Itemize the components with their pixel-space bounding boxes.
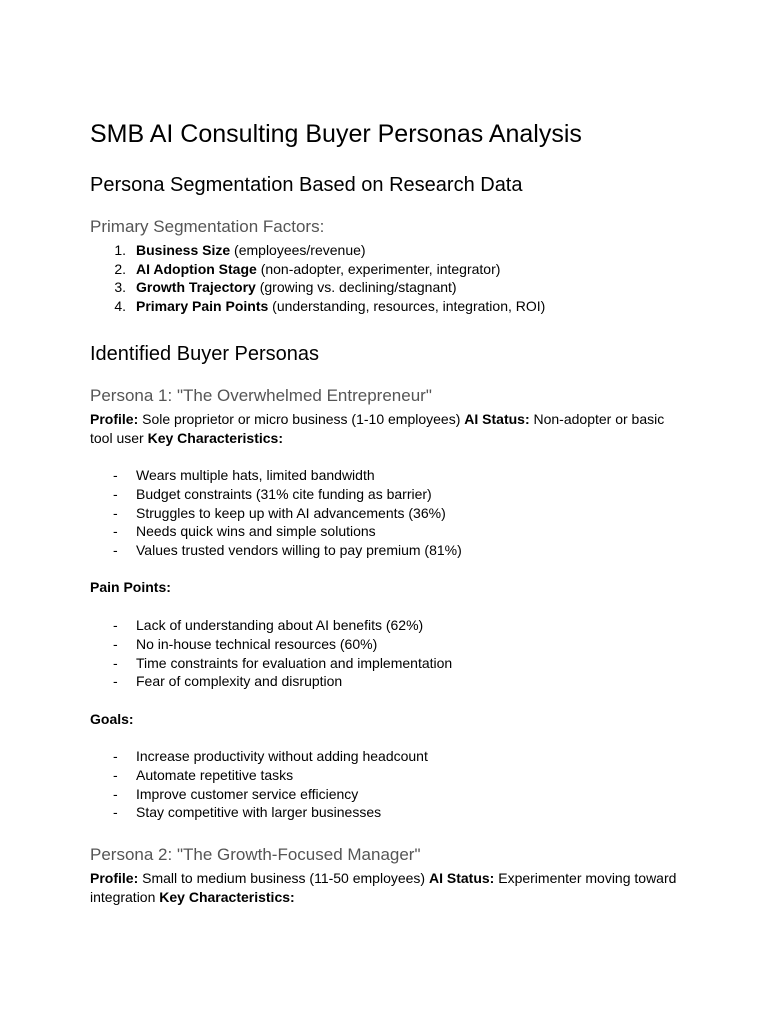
- segmentation-heading: Persona Segmentation Based on Research Data: [90, 174, 523, 196]
- persona1-profile: Profile: Sole proprietor or micro business (1-10 employees) AI Status: Non-adopter or basic tool user Key Characteristics:: [90, 411, 665, 446]
- personas-heading: Identified Buyer Personas: [90, 343, 320, 365]
- persona1-heading: Persona 1: "The Overwhelmed Entrepreneur": [90, 386, 432, 405]
- list-item: 2. AI Adoption Stage (non-adopter, experimenter, integrator): [114, 260, 501, 277]
- factors-list: [90, 241, 545, 316]
- list-item: - Wears multiple hats, limited bandwidth: [113, 467, 375, 483]
- list-item: - No in-house technical resources (60%): [113, 635, 378, 652]
- list-item: - Improve customer service efficiency: [113, 785, 359, 802]
- persona1-characteristics-list: [90, 466, 462, 560]
- list-item: - Lack of understanding about AI benefits (62%): [113, 617, 424, 633]
- list-item: 1. Business Size (employees/revenue): [114, 242, 366, 258]
- list-item: - Stay competitive with larger businesses: [113, 804, 382, 821]
- list-item: 4. Primary Pain Points (understanding, resources, integration, ROI): [114, 298, 546, 315]
- list-item: - Fear of complexity and disruption: [113, 673, 343, 690]
- list-item: - Increase productivity without adding headcount: [113, 748, 428, 764]
- list-item: - Automate repetitive tasks: [113, 766, 294, 783]
- document-title: SMB AI Consulting Buyer Personas Analysis: [90, 120, 582, 148]
- list-item: - Time constraints for evaluation and implementation: [113, 654, 453, 671]
- persona1-goals-list: [90, 747, 428, 822]
- persona2-heading: Persona 2: "The Growth-Focused Manager": [90, 845, 421, 864]
- factors-heading: Primary Segmentation Factors:: [90, 217, 325, 236]
- persona2-profile: Profile: Small to medium business (11-50 employees) AI Status: Experimenter moving toward integration Key Characteristics:: [90, 870, 677, 905]
- list-item: - Budget constraints (31% cite funding as barrier): [113, 485, 432, 502]
- list-item: - Values trusted vendors willing to pay premium (81%): [113, 542, 462, 559]
- persona1-pain-list: [90, 616, 452, 691]
- list-item: 3. Growth Trajectory (growing vs. declining/stagnant): [114, 279, 457, 296]
- list-item: - Struggles to keep up with AI advancements (36%): [113, 504, 446, 521]
- persona1-pain-label: Pain Points:: [90, 579, 171, 595]
- persona1-goals-label: Goals:: [90, 711, 134, 727]
- list-item: - Needs quick wins and simple solutions: [113, 523, 376, 540]
